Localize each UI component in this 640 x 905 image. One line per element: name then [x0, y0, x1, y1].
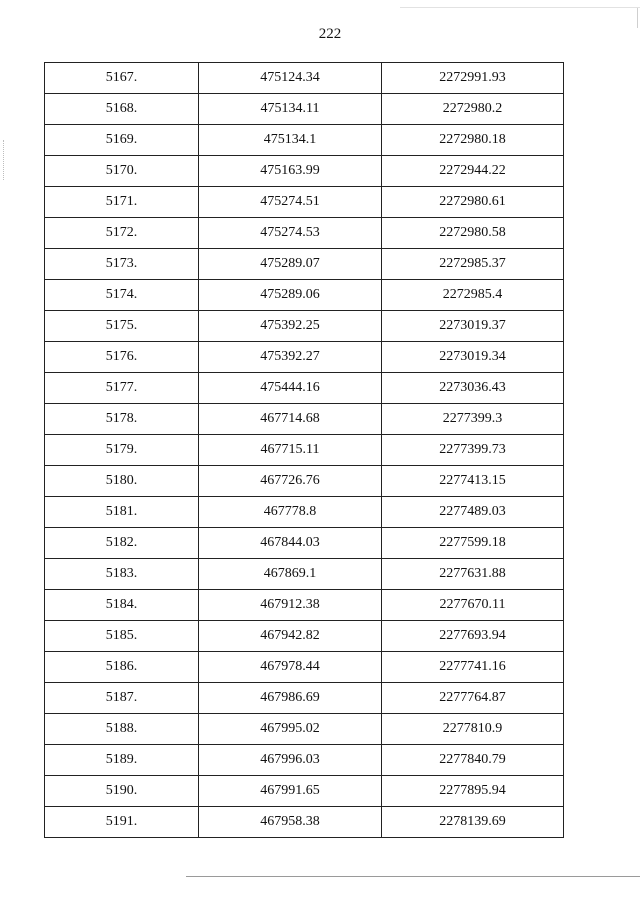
y-coordinate-cell: 2277810.9: [382, 714, 564, 745]
x-coordinate-cell: 475274.53: [199, 218, 382, 249]
table-row: [45, 528, 564, 559]
y-coordinate-cell: 2277489.03: [382, 497, 564, 528]
point-number-cell: 5182.: [45, 528, 199, 559]
y-coordinate-cell: 2272980.58: [382, 218, 564, 249]
y-coordinate-cell: 2277741.16: [382, 652, 564, 683]
y-coordinate-cell: 2273019.37: [382, 311, 564, 342]
table-row: [45, 745, 564, 776]
point-number-cell: 5169.: [45, 125, 199, 156]
table-row: [45, 497, 564, 528]
y-coordinate-cell: 2277399.3: [382, 404, 564, 435]
point-number-cell: 5191.: [45, 807, 199, 838]
x-coordinate-cell: 467778.8: [199, 497, 382, 528]
table-row: [45, 373, 564, 404]
point-number-cell: 5177.: [45, 373, 199, 404]
y-coordinate-cell: 2278139.69: [382, 807, 564, 838]
y-coordinate-cell: 2277413.15: [382, 466, 564, 497]
x-coordinate-cell: 467986.69: [199, 683, 382, 714]
y-coordinate-cell: 2273019.34: [382, 342, 564, 373]
coordinates-table: [44, 62, 564, 838]
y-coordinate-cell: 2272944.22: [382, 156, 564, 187]
x-coordinate-cell: 467942.82: [199, 621, 382, 652]
x-coordinate-cell: 467991.65: [199, 776, 382, 807]
point-number-cell: 5167.: [45, 63, 199, 94]
y-coordinate-cell: 2272985.37: [382, 249, 564, 280]
table-row: [45, 683, 564, 714]
point-number-cell: 5172.: [45, 218, 199, 249]
point-number-cell: 5180.: [45, 466, 199, 497]
y-coordinate-cell: 2272985.4: [382, 280, 564, 311]
x-coordinate-cell: 467726.76: [199, 466, 382, 497]
table-row: [45, 342, 564, 373]
x-coordinate-cell: 467995.02: [199, 714, 382, 745]
table-row: [45, 94, 564, 125]
table-row: [45, 187, 564, 218]
x-coordinate-cell: 475274.51: [199, 187, 382, 218]
y-coordinate-cell: 2273036.43: [382, 373, 564, 404]
point-number-cell: 5184.: [45, 590, 199, 621]
table-row: [45, 249, 564, 280]
page-number: 222: [318, 26, 342, 42]
point-number-cell: 5187.: [45, 683, 199, 714]
table-row: [45, 714, 564, 745]
x-coordinate-cell: 467844.03: [199, 528, 382, 559]
x-coordinate-cell: 475124.34: [199, 63, 382, 94]
y-coordinate-cell: 2272980.61: [382, 187, 564, 218]
x-coordinate-cell: 475392.27: [199, 342, 382, 373]
table-row: [45, 125, 564, 156]
x-coordinate-cell: 475134.11: [199, 94, 382, 125]
table-row: [45, 63, 564, 94]
point-number-cell: 5181.: [45, 497, 199, 528]
table-row: [45, 652, 564, 683]
scan-margin-mark: [3, 140, 4, 180]
point-number-cell: 5188.: [45, 714, 199, 745]
table-row: [45, 404, 564, 435]
x-coordinate-cell: 467996.03: [199, 745, 382, 776]
x-coordinate-cell: 467978.44: [199, 652, 382, 683]
y-coordinate-cell: 2272991.93: [382, 63, 564, 94]
y-coordinate-cell: 2277631.88: [382, 559, 564, 590]
x-coordinate-cell: 467714.68: [199, 404, 382, 435]
x-coordinate-cell: 467715.11: [199, 435, 382, 466]
table-row: [45, 435, 564, 466]
table-row: [45, 280, 564, 311]
table-row: [45, 156, 564, 187]
point-number-cell: 5186.: [45, 652, 199, 683]
coordinates-table-body: [45, 63, 564, 838]
table-row: [45, 218, 564, 249]
table-row: [45, 776, 564, 807]
point-number-cell: 5168.: [45, 94, 199, 125]
x-coordinate-cell: 475134.1: [199, 125, 382, 156]
point-number-cell: 5179.: [45, 435, 199, 466]
table-row: [45, 621, 564, 652]
point-number-cell: 5178.: [45, 404, 199, 435]
y-coordinate-cell: 2277840.79: [382, 745, 564, 776]
point-number-cell: 5174.: [45, 280, 199, 311]
point-number-cell: 5190.: [45, 776, 199, 807]
point-number-cell: 5189.: [45, 745, 199, 776]
y-coordinate-cell: 2272980.2: [382, 94, 564, 125]
y-coordinate-cell: 2277764.87: [382, 683, 564, 714]
table-row: [45, 466, 564, 497]
point-number-cell: 5173.: [45, 249, 199, 280]
point-number-cell: 5175.: [45, 311, 199, 342]
y-coordinate-cell: 2277895.94: [382, 776, 564, 807]
table-row: [45, 807, 564, 838]
table-row: [45, 559, 564, 590]
x-coordinate-cell: 475444.16: [199, 373, 382, 404]
x-coordinate-cell: 467912.38: [199, 590, 382, 621]
scan-edge-mark: [637, 8, 638, 28]
x-coordinate-cell: 467869.1: [199, 559, 382, 590]
y-coordinate-cell: 2277670.11: [382, 590, 564, 621]
y-coordinate-cell: 2277599.18: [382, 528, 564, 559]
point-number-cell: 5183.: [45, 559, 199, 590]
point-number-cell: 5171.: [45, 187, 199, 218]
table-row: [45, 311, 564, 342]
table-row: [45, 590, 564, 621]
x-coordinate-cell: 475289.07: [199, 249, 382, 280]
point-number-cell: 5176.: [45, 342, 199, 373]
x-coordinate-cell: 475289.06: [199, 280, 382, 311]
point-number-cell: 5170.: [45, 156, 199, 187]
x-coordinate-cell: 475392.25: [199, 311, 382, 342]
point-number-cell: 5185.: [45, 621, 199, 652]
scan-edge-line: [400, 7, 640, 8]
x-coordinate-cell: 475163.99: [199, 156, 382, 187]
y-coordinate-cell: 2272980.18: [382, 125, 564, 156]
y-coordinate-cell: 2277693.94: [382, 621, 564, 652]
y-coordinate-cell: 2277399.73: [382, 435, 564, 466]
bottom-rule: [186, 876, 640, 877]
x-coordinate-cell: 467958.38: [199, 807, 382, 838]
